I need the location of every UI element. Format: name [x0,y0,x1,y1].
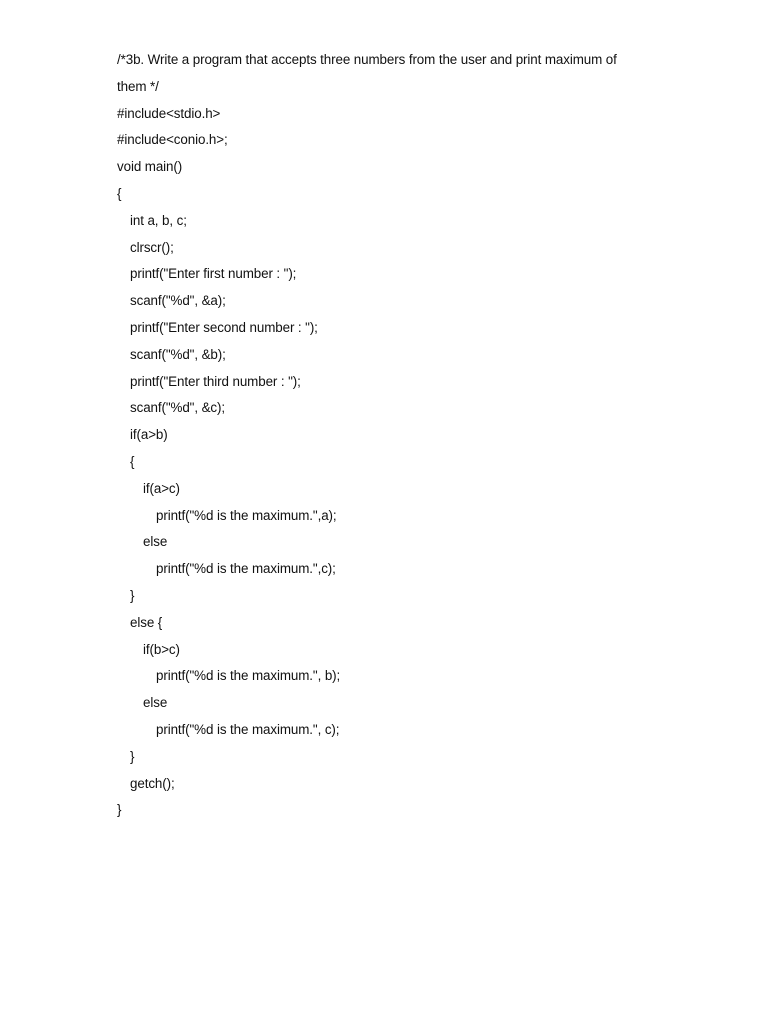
else-block-open-line: else { [130,614,163,630]
getch-line: getch(); [130,775,175,791]
clrscr-line: clrscr(); [130,239,174,255]
code-listing [117,47,657,824]
main-open-brace: { [117,185,122,201]
else-block-close-brace: } [130,748,135,764]
declaration-line: int a, b, c; [130,212,187,228]
scan-b-line: scanf("%d", &b); [130,346,226,362]
prompt-first-line: printf("Enter first number : "); [130,266,297,282]
print-c-max-line-1: printf("%d is the maximum.",c); [156,561,336,577]
prompt-second-line: printf("Enter second number : "); [130,319,318,335]
else-line-1: else [143,534,168,550]
if-b-gt-c-line: if(b>c) [143,641,180,657]
main-close-brace: } [117,802,122,818]
print-b-max-line: printf("%d is the maximum.", b); [156,668,341,684]
comment-line-2: them */ [117,78,159,94]
print-c-max-line-2: printf("%d is the maximum.", c); [156,721,340,737]
if-block-close-brace: } [130,587,135,603]
main-signature-line: void main() [117,159,183,175]
include-stdio-line: #include<stdio.h> [117,105,221,121]
if-a-gt-c-line: if(a>c) [143,480,180,496]
prompt-third-line: printf("Enter third number : "); [130,373,301,389]
scan-c-line: scanf("%d", &c); [130,400,225,416]
if-a-gt-b-line: if(a>b) [130,427,168,443]
else-line-2: else [143,695,168,711]
include-conio-line: #include<conio.h>; [117,132,228,148]
comment-line-1: /*3b. Write a program that accepts three numbers from the user and print maximum of [117,52,617,67]
if-block-open-brace: { [130,453,135,469]
scan-a-line: scanf("%d", &a); [130,293,226,309]
print-a-max-line: printf("%d is the maximum.",a); [156,507,337,523]
